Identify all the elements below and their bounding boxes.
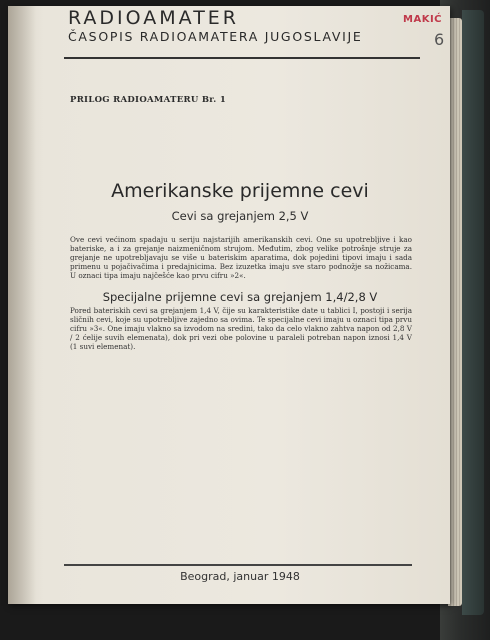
section1-paragraph: Ove cevi većinom spadaju u seriju najstarijih amerikanskih cevi. One su upotrebljive i kao bateriske, a i za grejanje naizmeničnom strujom. Međutim, zbog velike potrošnje struje za grejanje ne upotrebljavaju se više u bateriskim aparatima, dok pojedini tipovi imaju i sada primenu u pojačivačima i predajnicima. Bez izuzetka imaju sve staro podnožje sa nožicama. U oznaci tipa imaju najčešće kao prvu cifru »2«. <box>70 235 412 280</box>
handwritten-page-number: 6 <box>434 30 445 49</box>
page-stack-edge <box>448 18 462 606</box>
footer-imprint: Beograd, januar 1948 <box>180 570 300 583</box>
owner-stamp: MAKIĆ <box>403 14 442 25</box>
masthead-subtitle: ČASOPIS RADIOAMATERA JUGOSLAVIJE <box>68 29 363 44</box>
article-title: Amerikanske prijemne cevi <box>111 180 369 202</box>
masthead-title: RADIOAMATER <box>68 7 240 29</box>
page-gutter-shadow <box>8 6 36 604</box>
masthead <box>68 8 363 45</box>
masthead-rule <box>64 57 420 59</box>
supplement-label: PRILOG RADIOAMATERU Br. 1 <box>70 95 227 105</box>
section2-heading: Specijalne prijemne cevi sa grejanjem 1,4/2,8 V <box>102 290 378 304</box>
section2-paragraph: Pored bateriskih cevi sa grejanjem 1,4 V, čije su karakteristike date u tablici I, postoji i serija sličnih cevi, koje su upotrebljive zajedno sa ovima. Te specijalne cevi imaju u oznaci tipa prvu cifru »3«. One imaju vlakno sa izvodom na sredini, tako da celo vlakno zahtva napon od 2,8 V / 2 ćelije suvih elemenata), dok pri vezi obe polovine u paraleli potreban napon iznosi 1,4 V (1 suvi elemenat). <box>70 306 412 351</box>
book-spine <box>462 10 484 615</box>
section1-heading: Cevi sa grejanjem 2,5 V <box>171 209 309 223</box>
footer-rule <box>64 564 412 566</box>
